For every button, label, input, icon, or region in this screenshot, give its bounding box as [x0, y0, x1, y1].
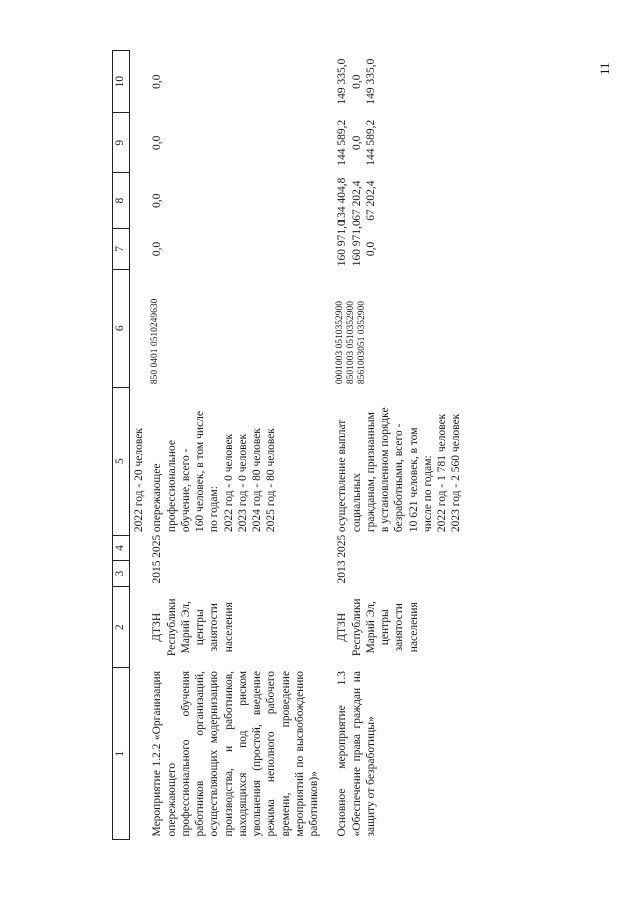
indicator-line: в установленном порядке: [379, 407, 391, 533]
amount-col10-list: [333, 51, 465, 113]
amount-col9: 144 589,2: [364, 119, 377, 166]
budget-code: 0001003 0510352900: [335, 301, 346, 385]
indicator-line: 10 621 человек, в том: [407, 427, 420, 533]
amount-col7: 160 971,0: [336, 220, 349, 267]
budget-code: 8561003051 0352900: [357, 301, 368, 385]
indicator-line: по годам:: [208, 486, 221, 533]
end-year: 2025: [336, 534, 349, 558]
column-number: 1: [113, 668, 130, 840]
amount-col8: 0,0: [151, 193, 164, 208]
indicator-line: 2024 год - 80 человек: [251, 428, 263, 533]
amount-col10: 149 335,0: [336, 58, 349, 105]
end-year: 2025: [151, 534, 164, 558]
budget-code: 850 0401 0510249630: [150, 298, 161, 385]
carryover-row: [130, 51, 149, 840]
indicator-line: 2025 год - 80 человек: [265, 428, 278, 533]
page-number: 11: [597, 62, 612, 75]
start-year: 2013: [336, 560, 349, 584]
executor-cell: ДТЗН Республики Марий Эл, центры занятости населения: [151, 598, 235, 657]
indicator-line: опережающее: [151, 463, 164, 533]
column-number: 3: [113, 561, 130, 587]
indicator-line: 2023 год - 2 560 человек: [450, 413, 463, 533]
indicator-line: числе по годам:: [421, 455, 434, 533]
budget-code: 8501003 0510352900: [346, 301, 357, 385]
amount-col10: 0,0: [151, 74, 164, 89]
amount-col8: 67 202,4: [350, 180, 363, 221]
indicator-line: 160 человек, в том числе: [194, 411, 206, 533]
indicator-line: гражданам, признанным: [364, 412, 377, 533]
table-row: [148, 51, 323, 840]
column-number: 6: [113, 269, 130, 387]
amount-col10: 0,0: [350, 74, 363, 89]
indicator-cell: [333, 387, 465, 535]
program-measures-table: [112, 50, 466, 840]
indicator-line: 2023 год - 0 человек: [236, 433, 249, 533]
amount-col8: 67 202,4: [364, 180, 377, 221]
amount-col9-list: [333, 113, 465, 173]
indicator-line: социальных: [350, 473, 363, 533]
column-number: 8: [113, 173, 130, 229]
indicator-line: обучение, всего -: [179, 448, 192, 533]
column-number: 5: [113, 387, 130, 535]
amount-col7: 160 971,0: [350, 220, 363, 267]
table-row: [333, 51, 465, 840]
amount-col10: 149 335,0: [364, 58, 377, 105]
indicator-line: безработными, всего -: [393, 423, 406, 533]
amount-col7: 0,0: [151, 241, 164, 257]
indicator-line: 2022 год - 0 человек: [222, 433, 235, 533]
amount-col8-list: [333, 173, 465, 229]
measure-name: Мероприятие 1.2.2 «Организация опережающего профессионального обучения работников организаций, осуществляющих модернизацию производства, и работников, находящихся под риском увольнения (простой, введение режима неполного рабочего времени, проведение мероприятий по высвобождению работников)»: [151, 670, 320, 837]
budget-code-list: [333, 269, 465, 387]
column-number: 10: [113, 51, 130, 113]
column-number: 4: [113, 535, 130, 561]
executor-cell: ДТЗН Республики Марий Эл, центры занятости населения: [336, 598, 420, 657]
rotated-table-page: [112, 50, 542, 840]
amount-col7: 0,0: [364, 241, 377, 257]
indicator-line: 2022 год - 1 781 человек: [436, 413, 448, 533]
indicator-line: профессиональное: [165, 439, 178, 533]
column-number: 9: [113, 113, 130, 173]
start-year: 2015: [151, 560, 164, 584]
amount-col9: 144 589,2: [336, 119, 349, 166]
amount-col8: 134 404,8: [336, 177, 349, 224]
amount-col9: 0,0: [151, 135, 164, 150]
column-number-row: [113, 51, 130, 840]
measure-name: Основное мероприятие 1.3 «Обеспечение права граждан на защиту от безработицы»: [336, 670, 377, 837]
carryover-text: 2022 год - 20 человек: [133, 428, 145, 533]
indicator-line: осуществление выплат: [336, 419, 349, 533]
column-number: 2: [113, 587, 130, 668]
amount-col9: 0,0: [350, 135, 363, 150]
column-number: 7: [113, 229, 130, 270]
amount-col7-list: [333, 220, 465, 270]
indicator-cell: [148, 387, 323, 535]
